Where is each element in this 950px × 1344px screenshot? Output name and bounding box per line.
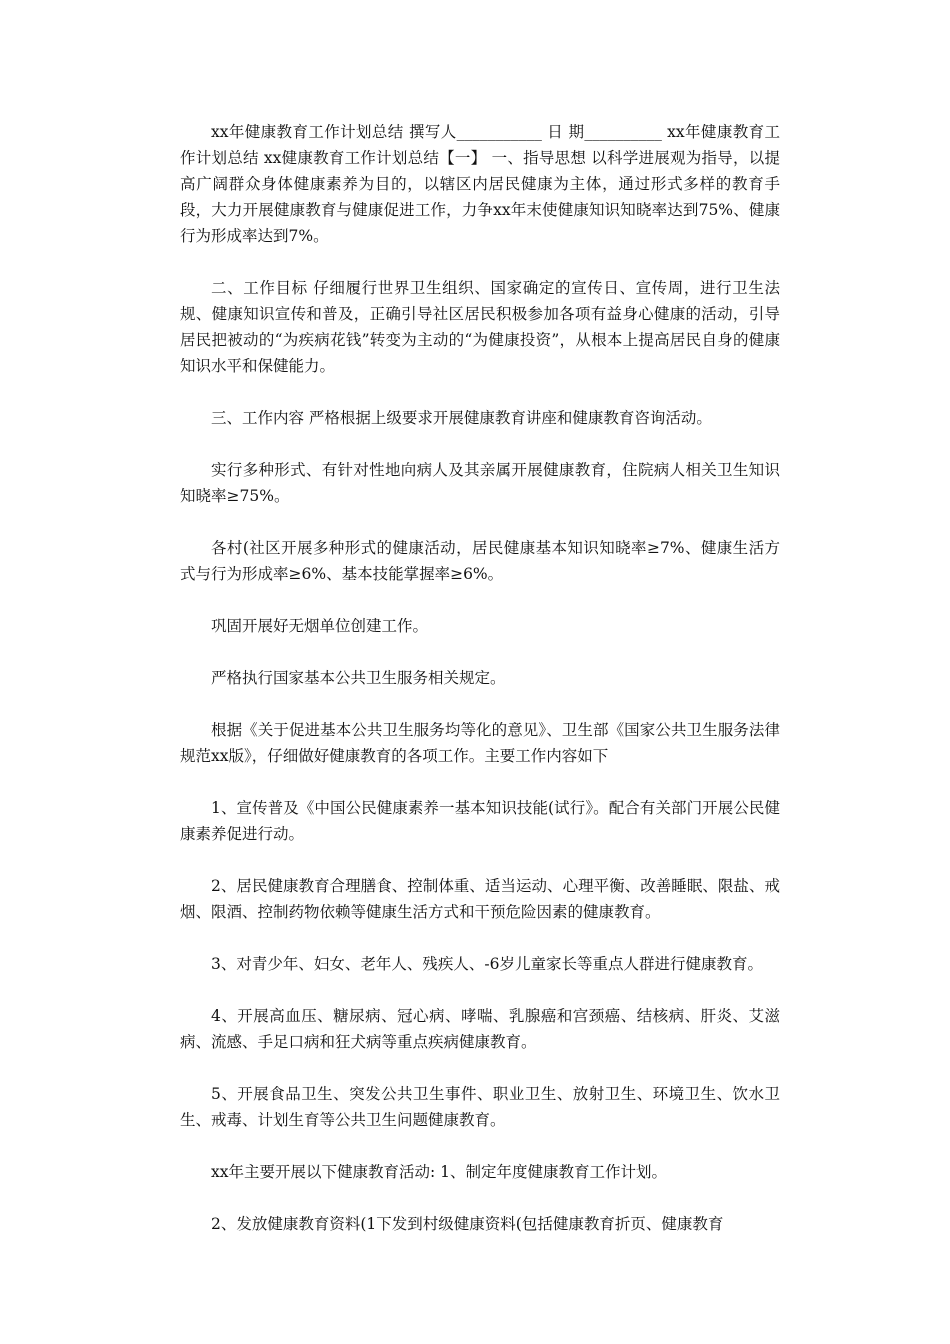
paragraph-item-2: 2、居民健康教育合理膳食、控制体重、适当运动、心理平衡、改善睡眠、限盐、戒烟、限酒、控制药物依赖等健康生活方式和干预危险因素的健康教育。 <box>180 877 780 921</box>
paragraph-village-activities: 各村(社区开展多种形式的健康活动，居民健康基本知识知晓率≥7%、健康生活方式与行为形成率≥6%、基本技能掌握率≥6%。 <box>180 539 780 583</box>
paragraph-basis: 根据《关于促进基本公共卫生服务均等化的意见》、卫生部《国家公共卫生服务法律规范xx版》，仔细做好健康教育的各项工作。主要工作内容如下 <box>180 721 780 765</box>
paragraph-work-goals: 二、工作目标 仔细履行世界卫生组织、国家确定的宣传日、宣传周，进行卫生法规、健康知识宣传和普及，正确引导社区居民积极参加各项有益身心健康的活动，引导居民把被动的“为疾病花钱”转变为主动的“为健康投资”，从根本上提高居民自身的健康知识水平和保健能力。 <box>180 279 780 375</box>
paragraph-materials: 2、发放健康教育资料(1下发到村级健康资料(包括健康教育折页、健康教育 <box>211 1215 724 1233</box>
paragraph-item-3: 3、对青少年、妇女、老年人、残疾人、-6岁儿童家长等重点人群进行健康教育。 <box>211 955 763 973</box>
paragraph-annual-activities: xx年主要开展以下健康教育活动: 1、制定年度健康教育工作计划。 <box>211 1163 667 1181</box>
paragraph-patient-education: 实行多种形式、有针对性地向病人及其亲属开展健康教育，住院病人相关卫生知识知晓率≥75%。 <box>180 461 780 505</box>
paragraph-item-1: 1、宣传普及《中国公民健康素养一基本知识技能(试行》。配合有关部门开展公民健康素养促进行动。 <box>180 799 780 843</box>
paragraph-item-5: 5、开展食品卫生、突发公共卫生事件、职业卫生、放射卫生、环境卫生、饮水卫生、戒毒、计划生育等公共卫生问题健康教育。 <box>180 1085 780 1129</box>
paragraph-regulations: 严格执行国家基本公共卫生服务相关规定。 <box>211 669 506 687</box>
document-body <box>180 119 780 1263</box>
paragraph-work-content: 三、工作内容 严格根据上级要求开展健康教育讲座和健康教育咨询活动。 <box>211 409 712 427</box>
paragraph-item-4: 4、开展高血压、糖尿病、冠心病、哮喘、乳腺癌和宫颈癌、结核病、肝炎、艾滋病、流感、手足口病和狂犬病等重点疾病健康教育。 <box>180 1007 780 1051</box>
paragraph-title-guiding-thought: xx年健康教育工作计划总结 撰写人___________ 日 期__________ xx年健康教育工作计划总结 xx健康教育工作计划总结【一】 一、指导思想 以科学进展观为指导，以提高广阔群众身体健康素养为目的，以辖区内居民健康为主体，通过形式多样的教育手段，大力开展健康教育与健康促进工作，力争xx年末使健康知识知晓率达到75%、健康行为形成率达到7%。 <box>180 123 780 245</box>
paragraph-smoke-free: 巩固开展好无烟单位创建工作。 <box>211 617 429 635</box>
